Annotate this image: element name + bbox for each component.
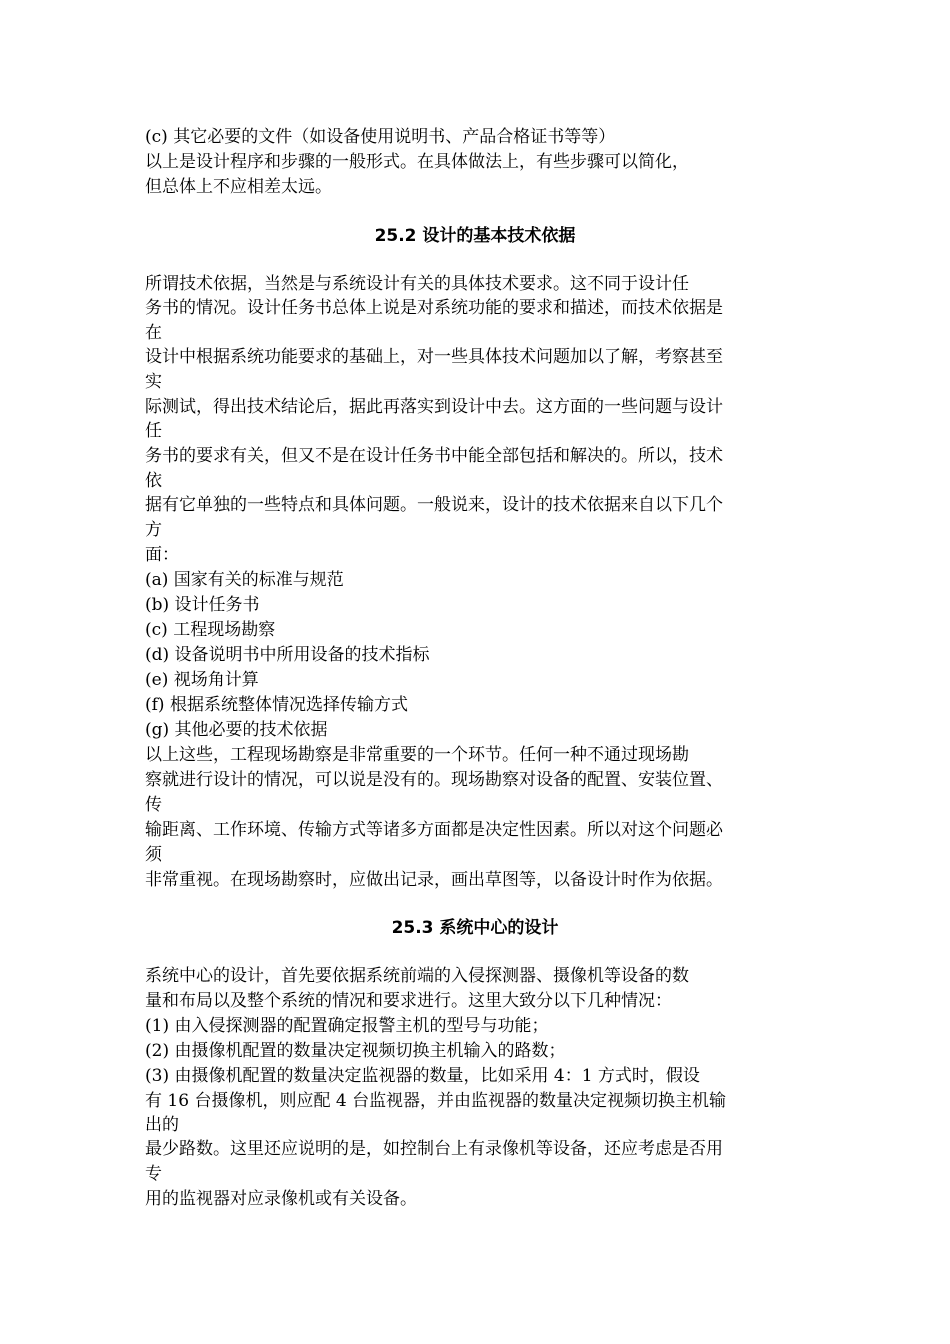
- text-line: 系统中心的设计，首先要依据系统前端的入侵探测器、摄像机等设备的数: [145, 966, 689, 986]
- text-line: 以上这些，工程现场勘察是非常重要的一个环节。任何一种不通过现场勘: [145, 745, 689, 765]
- text-line: 务书的要求有关，但又不是在设计任务书中能全部包括和解决的。所以，技术: [145, 446, 723, 466]
- text-line: 以上是设计程序和步骤的一般形式。在具体做法上，有些步骤可以简化，: [145, 152, 689, 172]
- text-line: 出的: [145, 1115, 179, 1135]
- text-line: 际测试，得出技术结论后，据此再落实到设计中去。这方面的一些问题与设计: [145, 397, 723, 417]
- list-item: (c) 工程现场勘察: [145, 620, 276, 640]
- text-line: 用的监视器对应录像机或有关设备。: [145, 1189, 417, 1209]
- text-line: 务书的情况。设计任务书总体上说是对系统功能的要求和描述，而技术依据是: [145, 298, 723, 318]
- text-line: 须: [145, 845, 162, 865]
- text-line: 依: [145, 471, 162, 491]
- text-line: 有 16 台摄像机，则应配 4 台监视器，并由监视器的数量决定视频切换主机输: [145, 1091, 727, 1111]
- text-line: (c) 其它必要的文件（如设备使用说明书、产品合格证书等等）: [145, 127, 616, 147]
- text-line: 传: [145, 795, 162, 815]
- text-line: 但总体上不应相差太远。: [145, 177, 332, 197]
- list-item: (2) 由摄像机配置的数量决定视频切换主机输入的路数；: [145, 1041, 566, 1061]
- list-item: (g) 其他必要的技术依据: [145, 720, 328, 740]
- text-line: 最少路数。这里还应说明的是，如控制台上有录像机等设备，还应考虑是否用: [145, 1139, 723, 1159]
- text-line: 专: [145, 1164, 162, 1184]
- list-item: (1) 由入侵探测器的配置确定报警主机的型号与功能；: [145, 1016, 549, 1036]
- list-item: (b) 设计任务书: [145, 595, 260, 615]
- text-line: 量和布局以及整个系统的情况和要求进行。这里大致分以下几种情况：: [145, 991, 672, 1011]
- list-item: (d) 设备说明书中所用设备的技术指标: [145, 645, 430, 665]
- text-line: 据有它单独的一些特点和具体问题。一般说来，设计的技术依据来自以下几个: [145, 495, 723, 515]
- text-line: 察就进行设计的情况，可以说是没有的。现场勘察对设备的配置、安装位置、: [145, 770, 723, 790]
- text-line: 非常重视。在现场勘察时，应做出记录，画出草图等，以备设计时作为依据。: [145, 870, 723, 890]
- text-line: 所谓技术依据，当然是与系统设计有关的具体技术要求。这不同于设计任: [145, 274, 689, 294]
- list-item: (f) 根据系统整体情况选择传输方式: [145, 695, 408, 715]
- list-item: (e) 视场角计算: [145, 670, 259, 690]
- section-heading: 25.2 设计的基本技术依据: [374, 226, 576, 246]
- text-line: 输距离、工作环境、传输方式等诸多方面都是决定性因素。所以对这个问题必: [145, 820, 723, 840]
- text-line: 任: [145, 421, 162, 441]
- text-line: 实: [145, 372, 162, 392]
- list-item: (3) 由摄像机配置的数量决定监视器的数量，比如采用 4：1 方式时，假设: [145, 1066, 700, 1086]
- list-item: (a) 国家有关的标准与规范: [145, 570, 344, 590]
- text-line: 方: [145, 520, 162, 540]
- text-line: 设计中根据系统功能要求的基础上，对一些具体技术问题加以了解，考察甚至: [145, 347, 723, 367]
- text-line: 在: [145, 323, 162, 343]
- text-line: 面：: [145, 545, 179, 565]
- section-heading: 25.3 系统中心的设计: [391, 918, 559, 938]
